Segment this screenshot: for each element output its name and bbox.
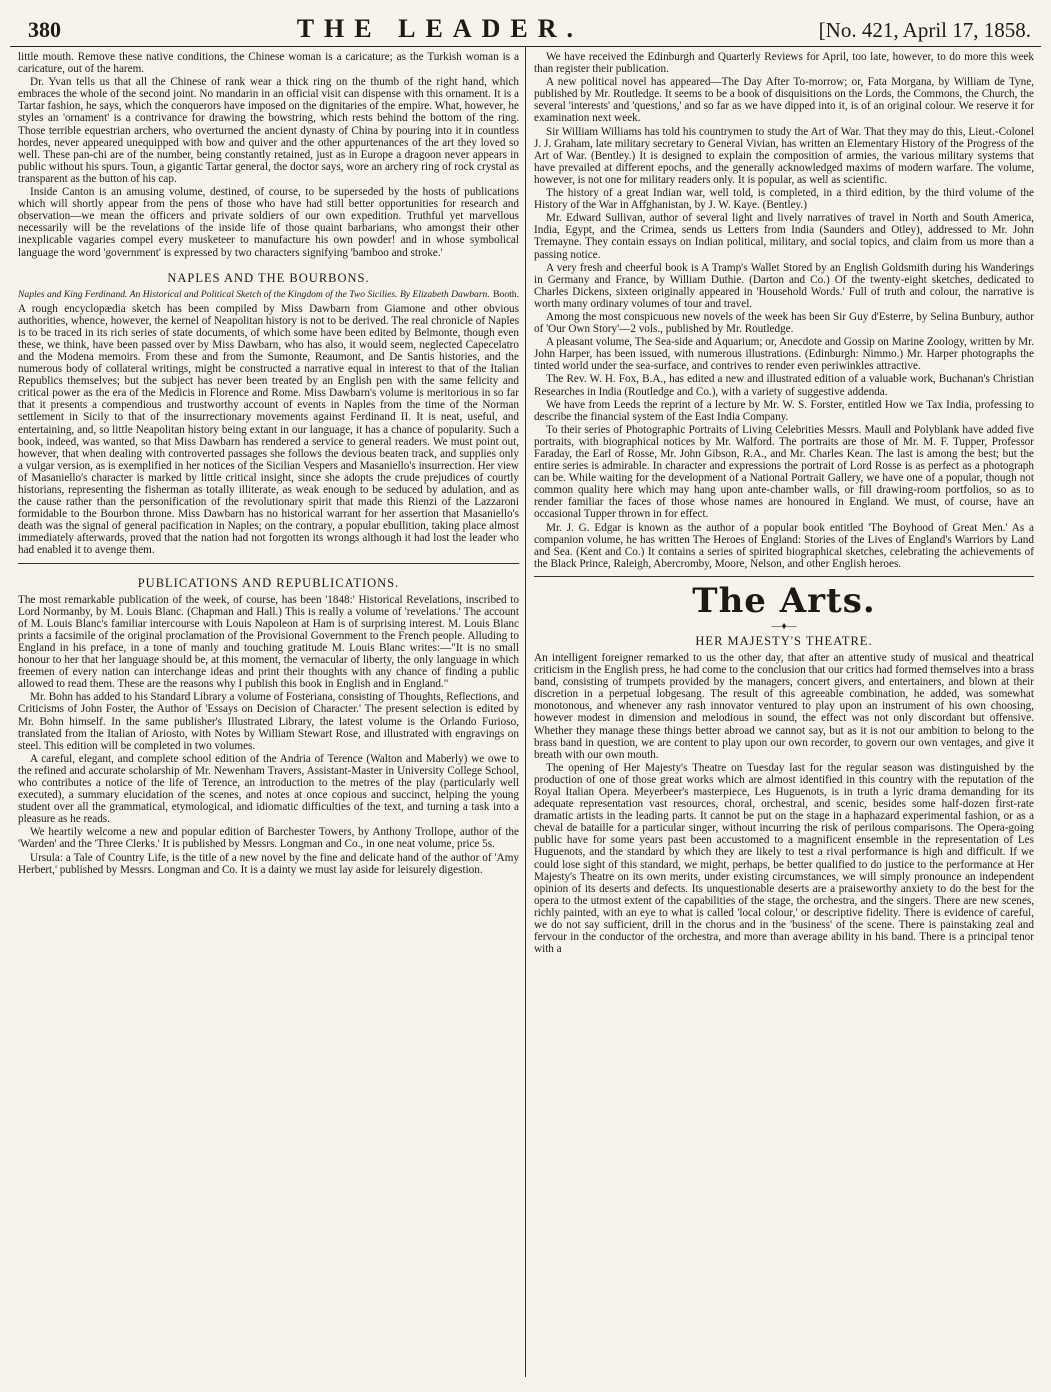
review-paragraph: A pleasant volume, The Sea-side and Aquarium; or, Anecdote and Gossip on Marine Zoology, written by Mr. John Harper, has been issued, with numerous illustrations. (Edinburgh: Nimmo.) Mr. Harper photographs the tinted world under the sea-surface, and contrives to render even periwinkles attractive. [534, 336, 1034, 373]
issue-date: [No. 421, April 17, 1858. [818, 18, 1031, 42]
article-paragraph: Ursula: a Tale of Country Life, is the title of a new novel by the fine and delicate hand of the author of 'Amy Herbert,' published by Messrs. Longman and Co. It is a dainty we must lay aside for leisurely digestion. [18, 851, 519, 876]
article-paragraph: The opening of Her Majesty's Theatre on Tuesday last for the regular season was distinguished by the production of one of those great works which are almost identified in this country with the reputation of the Royal Italian Opera. Meyerbeer's masterpiece, Les Huguenots, is in truth a lyric drama demanding for its adequate representation vast resources, choral, orchestral, and scenic, besides some half-dozen first-rate dramatic artists in the leading parts. It cannot be put on the stage in a haphazard experimental fashion, or as a cheval de bataille for a particular singer, without incurring the risk of perilous comparisons. The Opera-going public have for some years past been accustomed to a magnificent ensemble in the representation of Les Huguenots, and the standard by which they are likely to test a rival performance is high and difficult. If we could lose sight of this standard, we might, perhaps, be better qualified to do justice to the performance at Her Majesty's Theatre on its own merits, under existing circumstances, we will simply pronounce an independent opinion of its deserts and defects. Its unquestionable deserts are a praiseworthy anxiety to do the best for the opera to the utmost extent of the capabilities of the stage, the orchestra, and the singers. There are new scenes, richly painted, with an eye to what is called 'local colour,' or descriptive fidelity. There is evidence of careful, we do not say sufficient, drill in the chorus and in the 'business' of the scene. There is painstaking zeal and fervour in the conductor of the orchestra, and more than average ability in his band. There is a principal tenor with a [534, 761, 1034, 956]
article-paragraph: Inside Canton is an amusing volume, destined, of course, to be superseded by the hosts of publications which will shortly appear from the pens of those who have had still better opportunities for research and observation—we mean the officers and private soldiers of our own expedition. Truthful yet marvellous necessarily will be the revelations of the inside life of those quaint barbarians, who amongst their other inexplicable vagaries compel every musketeer to manufacture his own powder! and in whose symbolical language the word 'government' is expressed by two characters signifying 'bamboo and stroke.' [18, 186, 519, 259]
article-paragraph: The most remarkable publication of the week, of course, has been '1848:' Historical Revelations, inscribed to Lord Normanby, by M. Louis Blanc. (Chapman and Hall.) This is really a volume of 'revelations.' The account of M. Louis Blanc's familiar intercourse with Louis Napoleon at Ham is of surprising interest. M. Louis Blanc prints a facsimile of the original proclamation of the Provisional Government to the French people. Alluding to England in his preface, in a tone of manly and touching gratitude M. Louis Blanc writes:—"It is no small honour to her that her language should be, at this moment, the vernacular of liberty, the only language in which freemen of every nation can interchange ideas and print their thoughts with any chance of finding a public allowed to read them. These are the reasons why I publish this book in English and in England." [18, 593, 519, 691]
ornament: —♦— [771, 620, 797, 632]
section-heading-publications: PUBLICATIONS AND REPUBLICATIONS. [137, 575, 400, 590]
section-heading-theatre: HER MAJESTY'S THEATRE. [695, 633, 873, 648]
masthead [10, 10, 1041, 47]
article-paragraph: A careful, elegant, and complete school edition of the Andria of Terence (Walton and Maberly) we owe to the refined and accurate scholarship of Mr. Newenham Travers, Assistant-Master in University College School, who contributes a notice of the life of Terence, an introduction to the metres of the play (particularly well executed), a summary elucidation of the scenes, and notes at once copious and succinct, helping the young student over all the grammatical, etymological, and idiomatic difficulties of the text, and turning a task into a pleasure as he reads. [18, 752, 519, 826]
review-paragraph: The Rev. W. H. Fox, B.A., has edited a new and illustrated edition of a valuable work, Buchanan's Christian Researches in India (Routledge and Co.), with a variety of suggestive addenda. [534, 373, 1034, 398]
article-paragraph: Dr. Yvan tells us that all the Chinese of rank wear a thick ring on the thumb of the right hand, which embraces the whole of the second joint. No mandarin in an official visit can dispense with this ornament. It is a Tartar fashion, he says, which the conquerors have imposed on the dignitaries of the empire. What, however, he styles an 'ornament' is a contrivance for drawing the bowstring, which rests behind the bottom of the ring. Those terrible equestrian archers, who overturned the ancient dynasty of China by pouring into it in countless hordes, never appeared unequipped with bow and quiver and the other appurtenances of the art they loved so well. These pan-chi are of the number, being constantly retained, just as in Europe a dragoon never appears in public without his spurs. Toun, a gigantic Tartar general, the doctor says, wore an archery ring of rock crystal as transparent as the button of his cap. [18, 76, 519, 185]
paper-title: THE LEADER. [296, 14, 583, 43]
review-paragraph: Mr. J. G. Edgar is known as the author of a popular book entitled 'The Boyhood of Great Men.' As a companion volume, he has written The Heroes of England: Stories of the Lives of England's Warriors by Land and Sea. (Kent and Co.) It contains a series of spirited biographical sketches, celebrating the achievements of the Black Prince, Raleigh, Abercromby, Moore, Nelson, and other English heroes. [534, 521, 1034, 570]
review-paragraph: The history of a great Indian war, well told, is completed, in a third edition, by the third volume of the History of the War in Affghanistan, by J. W. Kaye. (Bentley.) [534, 187, 1034, 212]
section-title-arts: The Arts. [692, 580, 876, 621]
article-paragraph: An intelligent foreigner remarked to us the other day, that after an attentive study of musical and theatrical criticism in the English press, he had come to the conclusion that our critics had formed themselves into a brass band, consisting of trumpets provided by the managers, concert givers, and entertainers, and blown at their discretion in a perpetual lobgesang. The result of this agreeable combination, he added, was somewhat monotonous, and whenever any rash innovator ventured to play upon an instrument of his own choosing, however modest in dimension and melodious in sound, the effect was not only discordant but offensive. Whether they manage these things better abroad we cannot say, but as it is not our ambition to belong to the brass band in question, we are content to play upon our own recorder, to govern our own ventages, and give it breath with our own mouth. [534, 651, 1034, 761]
article-paragraph: We heartily welcome a new and popular edition of Barchester Towers, by Anthony Trollope, author of the 'Warden' and the 'Three Clerks.' It is published by Messrs. Longman and Co., in one neat volume, price 5s. [18, 826, 519, 851]
review-paragraph: We have received the Edinburgh and Quarterly Reviews for April, too late, however, to do more this week than register their publication. [534, 51, 1034, 76]
book-publisher: Booth. [493, 288, 519, 300]
article-paragraph: A rough encyclopædia sketch has been compiled by Miss Dawbarn from Giamone and other obvious authorities, whence, however, the kernel of Neapolitan history is not to be derived. The real chronicle of Naples is to be traced in its rich series of state documents, of which some have been edited by Belmonte, though even these, we think, have been passed over by Miss Dawbarn, who has also, it would seem, neglected Capecelatro and the Modena memoirs. From these and from the Sumonte, Reaumont, and De Santis histories, and the numerous body of collateral writings, might be constructed a narrative equal in interest to that of the Italian Republics themselves; but the subject has never been treated by an English pen with the same felicity and critical power as the era of the Medicis in Florence and Rome. Miss Dawbarn's volume is meritorious in so far that it presents a compendious and trustworthy account of events in Naples from the time of the Norman settlement in Sicily to that of the insurrectionary movements against Ferdinand II. It is neat, useful, and entertaining, and, so little Neapolitan history being extant in our language, it has a chance of popularity. Such a book, indeed, was wanted, so that Miss Dawbarn has rendered a service to general readers. We must point out, however, that when dealing with controverted passages she follows the devious beaten track, and supplies only a vulgar version, as is exemplified in her notices of the Sicilian Vespers and Masaniello's insurrection. Her view of Masaniello's character is marked by little critical insight, since she adopts the crude prejudices of courtly historians, representing the fisherman as totally illiterate, as weak enough to be seduced by adulation, and as the cause rather than the personification of the revolutionary spirit that made this Rienzi of the Lazzaroni formidable to the Bourbon throne. Miss Dawbarn has no historical warrant for her assertion that Masaniello's death was the signal of general pacification in Naples; on the contrary, a popular ebullition, taking place almost immediately afterwards, proved that the nation had not forgotten its wrongs although it had lost the leader who had enabled it to avenge them. [18, 302, 519, 557]
article-paragraph: little mouth. Remove these native conditions, the Chinese woman is a caricature; as the Turkish woman is a caricature, out of the harem. [18, 51, 519, 76]
book-reference [18, 289, 519, 300]
left-column [10, 47, 525, 1377]
divider [18, 563, 519, 564]
article-paragraph: Mr. Bohn has added to his Standard Library a volume of Fosteriana, consisting of Thoughts, Reflections, and Criticisms of John Foster, the Author of 'Essays on Decision of Character.' The present selection is edited by Mr. Bohn himself. In the same publisher's Illustrated Library, the latest volume is the Orlando Furioso, translated from the Italian of Ariosto, with Notes by William Stewart Rose, and illustrated with engravings on steel. This edition will be completed in two volumes. [18, 691, 519, 752]
section-heading-naples: NAPLES AND THE BOURBONS. [167, 270, 370, 285]
review-paragraph: A new political novel has appeared—The Day After To-morrow; or, Fata Morgana, by William de Tyne, published by Mr. Routledge. It seems to be a book of disquisitions on the Lords, the Commons, the Church, the several 'interests' and 'questions,' and so far as we have dipped into it, is of an original colour. We reserve it for examination next week. [534, 76, 1034, 125]
divider [534, 576, 1034, 577]
page-number: 380 [28, 17, 61, 42]
review-paragraph: A very fresh and cheerful book is A Tramp's Wallet Stored by an English Goldsmith during his Wanderings in Germany and France, by William Duthie. (Darton and Co.) Of the twenty-eight sketches, dedicated to Charles Dickens, sixteen originally appeared in 'Household Words.' Full of truth and colour, the narrative is worth many ordinary volumes of tour and travel. [534, 261, 1034, 310]
right-column [525, 47, 1040, 1377]
review-paragraph: To their series of Photographic Portraits of Living Celebrities Messrs. Maull and Polyblank have added five portraits, with biographical notices by Mr. Walford. The portraits are those of Mr. M. F. Tupper, Professor Faraday, the Earl of Rosse, Mr. John Gibson, R.A., and Mr. Charles Kean. The last is among the best; but the entire series is admirable. In character and expressions the portrait of Lord Rosse is as perfect as a photograph can be. While waiting for the development of a National Portrait Gallery, we have one of a popular, though not common quality here which may hang upon ante-chamber walls, or fill drawing-room portfolios, so as to render familiar the faces of those whose names are honoured in England. We must, of course, have an occasional Tupper thrown in for effect. [534, 423, 1034, 521]
review-paragraph: We have from Leeds the reprint of a lecture by Mr. W. S. Forster, entitled How we Tax India, professing to describe the financial system of the East India Company. [534, 398, 1034, 423]
review-paragraph: Sir William Williams has told his countrymen to study the Art of War. That they may do this, Lieut.-Colonel J. J. Graham, late military secretary to General Vivian, has written an Elementary History of the Progress of the Art of War. (Bentley.) It is designed to explain the composition of armies, the various military systems that have prevailed at different epochs, and the generally acknowledged maxims of modern warfare. The volume, however, is not one for military readers only. It is popular, as well as scientific. [534, 125, 1034, 186]
review-paragraph: Among the most conspicuous new novels of the week has been Sir Guy d'Esterre, by Selina Bunbury, author of 'Our Own Story'—2 vols., published by Mr. Routledge. [534, 310, 1034, 336]
review-paragraph: Mr. Edward Sullivan, author of several light and lively narratives of travel in North and South America, India, Egypt, and the Crimea, sends us Letters from India (Saunders and Otley), addressed to Mr. John Tremayne. They contain essays on Indian political, military, and social topics, and claim from us more than a passing notice. [534, 212, 1034, 261]
book-reference-text: Naples and King Ferdinand. An Historical and Political Sketch of the Kingdom of the Two Sicilies. By Elizabeth Dawbarn. [18, 288, 490, 300]
